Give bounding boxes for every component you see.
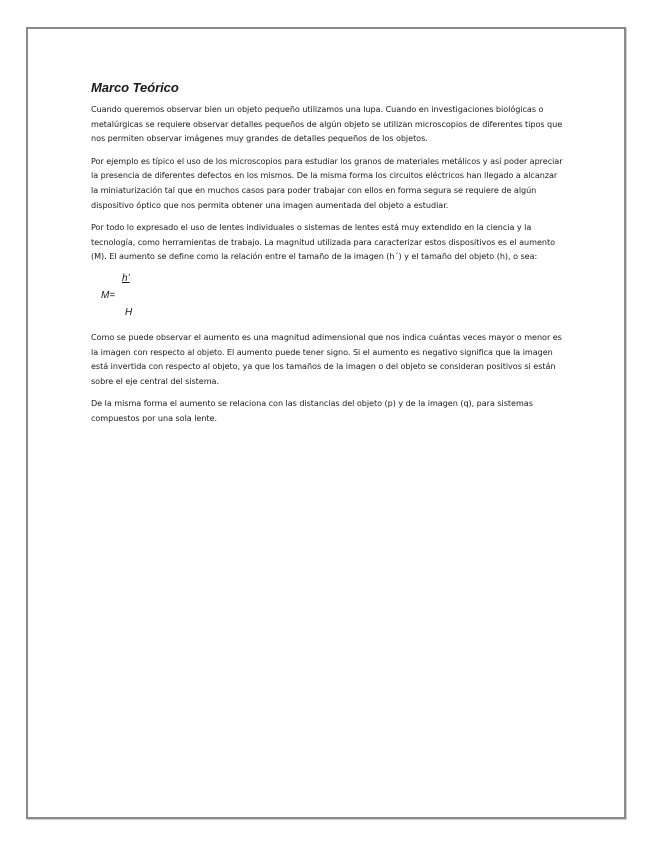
paragraph-example: Por ejemplo es típico el uso de los microscopios para estudiar los granos de materiales metálicos y así poder apreciar la presencia de diferentes defectos en los mismos. De la misma forma los circuitos eléctricos han llegado a alcanzar la miniaturización tal que en muchos casos para poder trabajar con ellos en forma segura se requiere de algún dispositivo óptico que nos permita obtener una imagen aumentada del objeto a estudiar. <box>91 155 563 210</box>
paragraph-intro: Cuando queremos observar bien un objeto pequeño utilizamos una lupa. Cuando en investigaciones biológicas o metalúrgicas se requiere observar detalles pequeños de algún objeto se utilizan microscopios de diferentes tipos que nos permiten observar imágenes muy grandes de detalles pequeños de los objetos. <box>91 104 563 144</box>
formula-lhs: M= <box>101 289 116 301</box>
page-content <box>91 80 564 434</box>
paragraph-distances: De la misma forma el aumento se relaciona con las distancias del objeto (p) y de la imagen (q), para sistemas compuestos por una sola lente. <box>91 398 533 423</box>
formula-denominator: H <box>125 306 133 318</box>
magnification-formula <box>91 272 564 324</box>
section-heading: Marco Teórico <box>91 80 179 95</box>
paragraph-sign: Como se puede observar el aumento es una magnitud adimensional que nos indica cuántas veces mayor o menor es la imagen con respecto al objeto. El aumento puede tener signo. Si el aumento es negativo significa que la imagen está invertida con respecto al objeto, ya que los tamaños de la imagen o del objeto se consideran positivos si están sobre el eje central del sistema. <box>91 331 562 386</box>
formula-numerator: h’ <box>122 272 130 284</box>
document-page <box>26 27 626 819</box>
paragraph-definition: Por todo lo expresado el uso de lentes individuales o sistemas de lentes está muy extendido en la ciencia y la tecnología, como herramientas de trabajo. La magnitud utilizada para caracterizar estos dispositivos es el aumento (M). El aumento se define como la relación entre el tamaño de la imagen (h´) y el tamaño del objeto (h), o sea: <box>91 222 555 262</box>
